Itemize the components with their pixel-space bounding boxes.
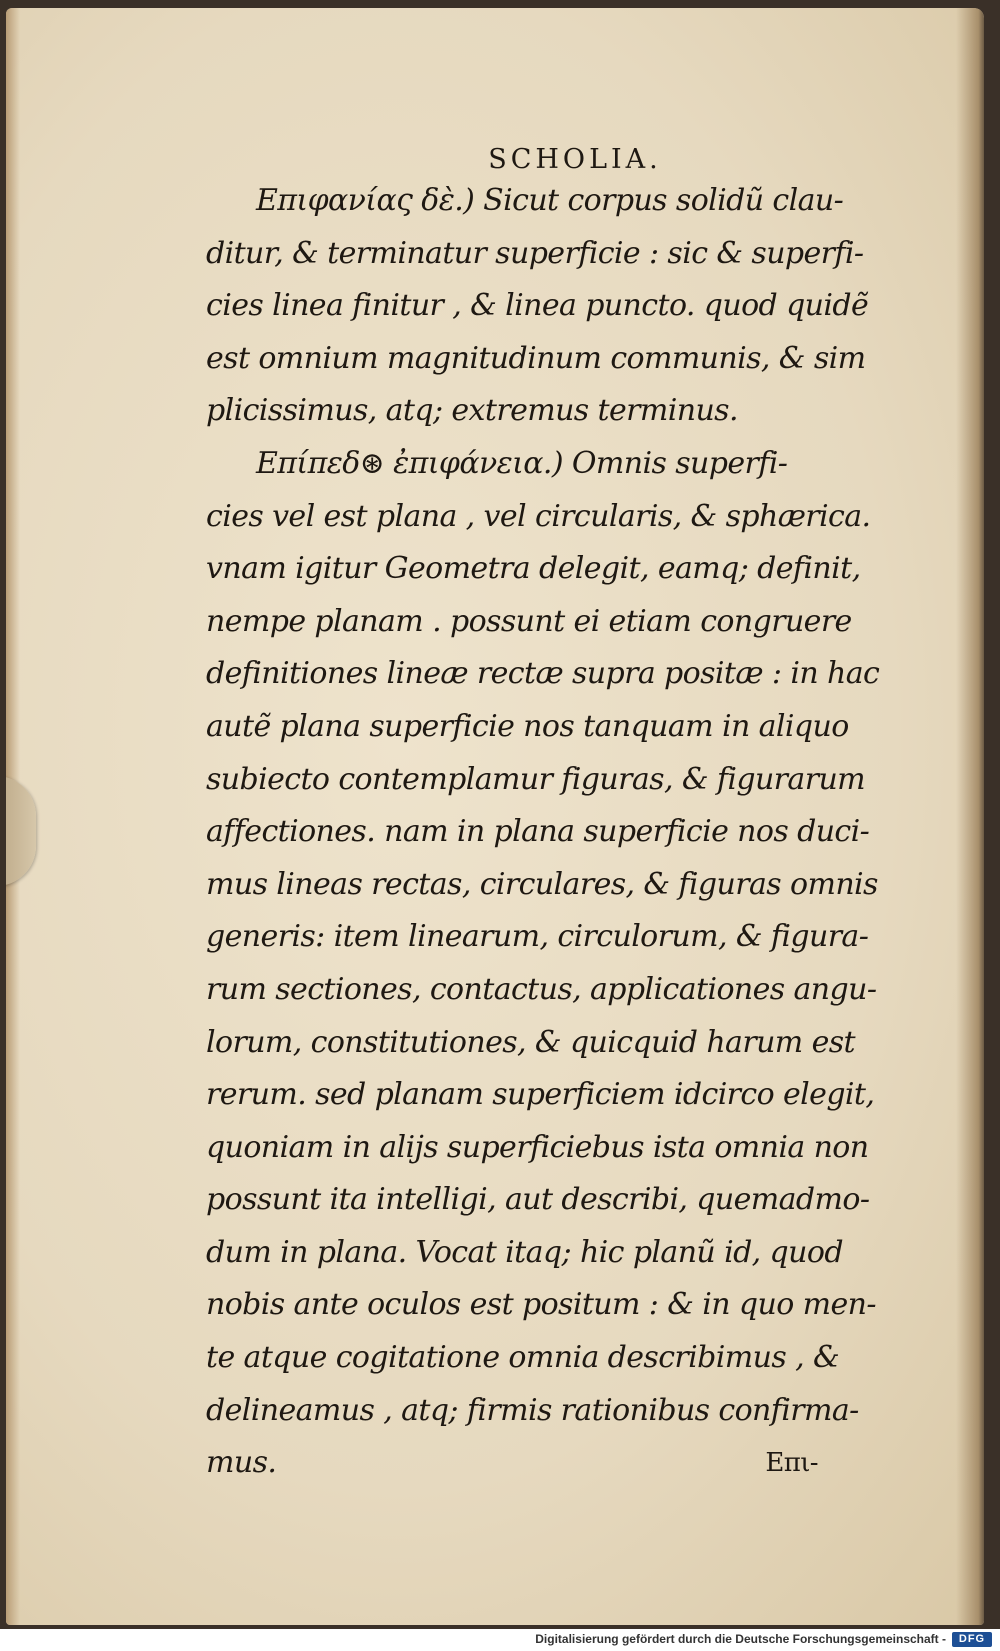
text-line: nempe planam . possunt ei etiam congruere	[206, 603, 852, 639]
text-line: cies linea finitur , & linea puncto. quod quidẽ	[206, 288, 869, 324]
text-line: affectiones. nam in plana superficie nos duci-	[206, 814, 870, 850]
text-line: cies vel est plana , vel circularis, & sphærica.	[206, 498, 871, 534]
text-line: delineamus , atq; firmis rationibus confirma-	[206, 1392, 859, 1428]
text-line: vnam igitur Geometra delegit, eamq; definit,	[206, 551, 861, 587]
text-line: quoniam in alijs superficiebus ista omnia non	[206, 1129, 869, 1165]
digitization-footer	[0, 1629, 1000, 1651]
text-line: Επιφανίας δὲ.) Sicut corpus solidũ clau-	[256, 183, 844, 218]
digitization-note: Digitalisierung gefördert durch die Deutsche Forschungsgemeinschaft -	[535, 1632, 946, 1646]
text-line: ditur, & terminatur superficie : sic & superfi-	[206, 235, 864, 271]
page-right-edge	[956, 8, 984, 1625]
text-line: nobis ante oculos est positum : & in quo men-	[206, 1287, 876, 1323]
text-line: dum in plana. Vocat itaq; hic planũ id, quod	[206, 1234, 843, 1270]
text-line: mus.	[206, 1445, 277, 1481]
final-line-row	[206, 1437, 926, 1490]
paper-tab	[6, 776, 36, 886]
dfg-logo: DFG	[952, 1632, 992, 1647]
running-heading: SCHOLIA.	[488, 144, 662, 175]
scholia-text	[206, 138, 926, 1490]
text-line: rum sectiones, contactus, applicationes angu-	[206, 971, 877, 1007]
text-line: rerum. sed planam superficiem idcirco elegit,	[206, 1077, 875, 1113]
catchword: Επι-	[765, 1448, 818, 1479]
text-line: lorum, constitutiones, & quicquid harum est	[206, 1024, 855, 1060]
text-line: possunt ita intelligi, aut describi, quemadmo-	[206, 1182, 870, 1218]
text-line: Επίπεδ⊛ ἐπιφάνεια.) Omnis superfi-	[256, 445, 788, 481]
book-page	[6, 8, 984, 1625]
text-line: autẽ plana superficie nos tanquam in aliquo	[206, 708, 849, 744]
text-line: definitiones lineæ rectæ supra positæ : in hac	[206, 656, 880, 692]
text-line: plicissimus, atq; extremus terminus.	[206, 393, 738, 429]
text-line: est omnium magnitudinum communis, & sim	[206, 340, 866, 376]
text-line: te atque cogitatione omnia describimus , &	[206, 1340, 840, 1376]
text-line: mus lineas rectas, circulares, & figuras omnis	[206, 866, 878, 902]
text-line: subiecto contemplamur figuras, & figurarum	[206, 761, 866, 797]
text-line: generis: item linearum, circulorum, & figura-	[206, 919, 869, 955]
